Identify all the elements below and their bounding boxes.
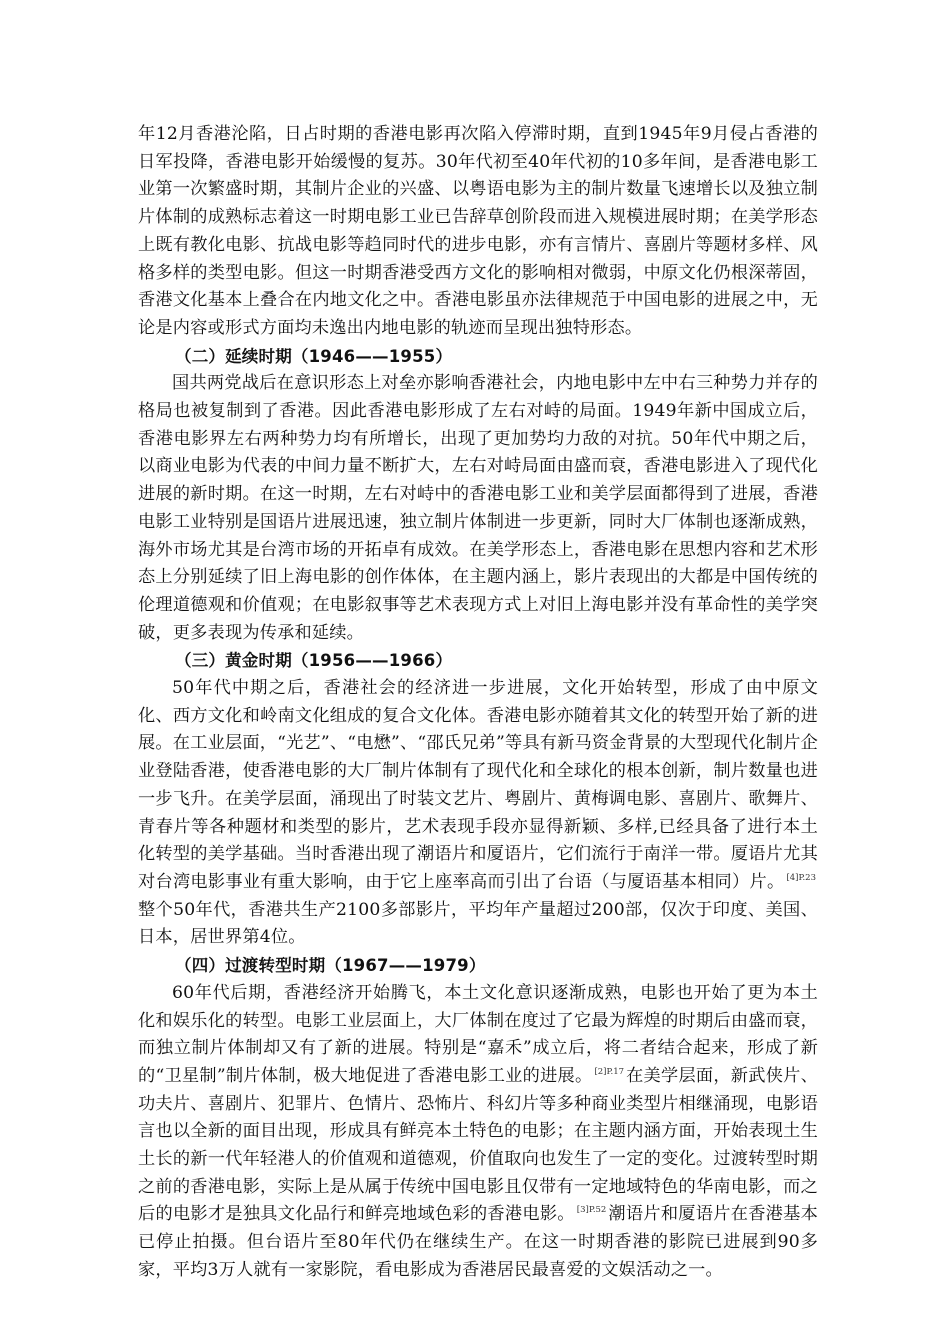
paragraph-golden-age: 50年代中期之后，香港社会的经济进一步进展，文化开始转型，形成了由中原文化、西方文化和岭南文化组成的复合文化体。香港电影亦随着其文化的转型开始了新的进展。在工业层面，“光艺”、“电懋”、“邵氏兄弟”等具有新马资金背景的大型现代化制片企业登陆香港，使香港电影的大厂制片体制有了现代化和全球化的根本创新，制片数量也进一步飞升。在美学层面，涌现出了时装文艺片、粤剧片、黄梅调电影、喜剧片、歌舞片、青春片等各种题材和类型的影片，艺术表现手段亦显得新颖、多样,已经具备了进行本土化转型的美学基础。当时香港出现了潮语片和厦语片，它们流行于南洋一带。厦语片尤其对台湾电影事业有重大影响，由于它上座率高而引出了台语（与厦语基本相同）片。 $^{[4]P.23}$整个50年代，香港共生产2100多部影片，平均年产量超过200部，仅次于印度、美国、日本，居世界第4位。 (138, 678, 818, 948)
document-page (138, 121, 818, 1285)
paragraph-intro: 年12月香港沦陷，日占时期的香港电影再次陷入停滞时期，直到1945年9月侵占香港的日军投降，香港电影开始缓慢的复苏。30年代初至40年代初的10多年间，是香港电影工业第一次繁盛时期，其制片企业的兴盛、以粤语电影为主的制片数量飞速增长以及独立制片体制的成熟标志着这一时期电影工业已告辞草创阶段而进入规模进展时期；在美学形态上既有教化电影、抗战电影等趋同时代的进步电影，亦有言情片、喜剧片等题材多样、风格多样的类型电影。但这一时期香港受西方文化的影响相对微弱，中原文化仍根深蒂固，香港文化基本上叠合在内地文化之中。香港电影虽亦法律规范于中国电影的进展之中，无论是内容或形式方面均未逸出内地电影的轨迹而呈现出独特形态。 (138, 124, 818, 338)
citation-marker: [4]P.23 (786, 872, 816, 883)
section-heading-golden-age: （三）黄金时期（1956——1966） (175, 651, 453, 671)
citation-marker: [3]P.52 (576, 1205, 607, 1216)
section-heading-continuation: （二）延续时期（1946——1955） (175, 346, 453, 366)
section-heading-transition: （四）过渡转型时期（1967——1979） (175, 956, 486, 976)
citation-marker: [2]P.17 (594, 1066, 625, 1077)
paragraph-continuation: 国共两党战后在意识形态上对垒亦影响香港社会，内地电影中左中右三种势力并存的格局也被复制到了香港。因此香港电影形成了左右对峙的局面。1949年新中国成立后，香港电影界左右两种势力均有所增长，出现了更加势均力敌的对抗。50年代中期之后，以商业电影为代表的中间力量不断扩大，左右对峙局面由盛而衰，香港电影进入了现代化进展的新时期。在这一时期，左右对峙中的香港电影工业和美学层面都得到了进展，香港电影工业特别是国语片进展迅速，独立制片体制进一步更新，同时大厂体制也逐渐成熟，海外市场尤其是台湾市场的开拓卓有成效。在美学形态上，香港电影在思想内容和艺术形态上分别延续了旧上海电影的创作体体，在主题内涵上，影片表现出的大都是中国传统的伦理道德观和价值观；在电影叙事等艺术表现方式上对旧上海电影并没有革命性的美学突破，更多表现为传承和延续。 (138, 373, 818, 643)
paragraph-transition: 60年代后期，香港经济开始腾飞，本土文化意识逐渐成熟，电影也开始了更为本土化和娱乐化的转型。电影工业层面上，大厂体制在度过了它最为辉煌的时期后由盛而衰，而独立制片体制却又有了新的进展。特别是“嘉禾”成立后，将二者结合起来，形成了新的“卫星制”制片体制，极大地促进了香港电影工业的进展。 $^{[2]P.17}$ 在美学层面，新武侠片、功夫片、喜剧片、犯罪片、色情片、恐怖片、科幻片等多种商业类型片相继涌现，电影语言也以全新的面目出现，形成具有鲜亮本土特色的电影；在主题内涵方面，开始表现土生土长的新一代年轻港人的价值观和道德观，价值取向也发生了一定的变化。过渡转型时期之前的香港电影，实际上是从属于传统中国电影且仅带有一定地域特色的华南电影，而之后的电影才是独具文化品行和鲜亮地域色彩的香港电影。 $^{[3]P.52}$ 潮语片和厦语片在香港基本已停止拍摄。但台语片至80年代仍在继续生产。在这一时期香港的影院已进展到90多家，平均3万人就有一家影院，看电影成为香港居民最喜爱的文娱活动之一。 (138, 982, 819, 1280)
